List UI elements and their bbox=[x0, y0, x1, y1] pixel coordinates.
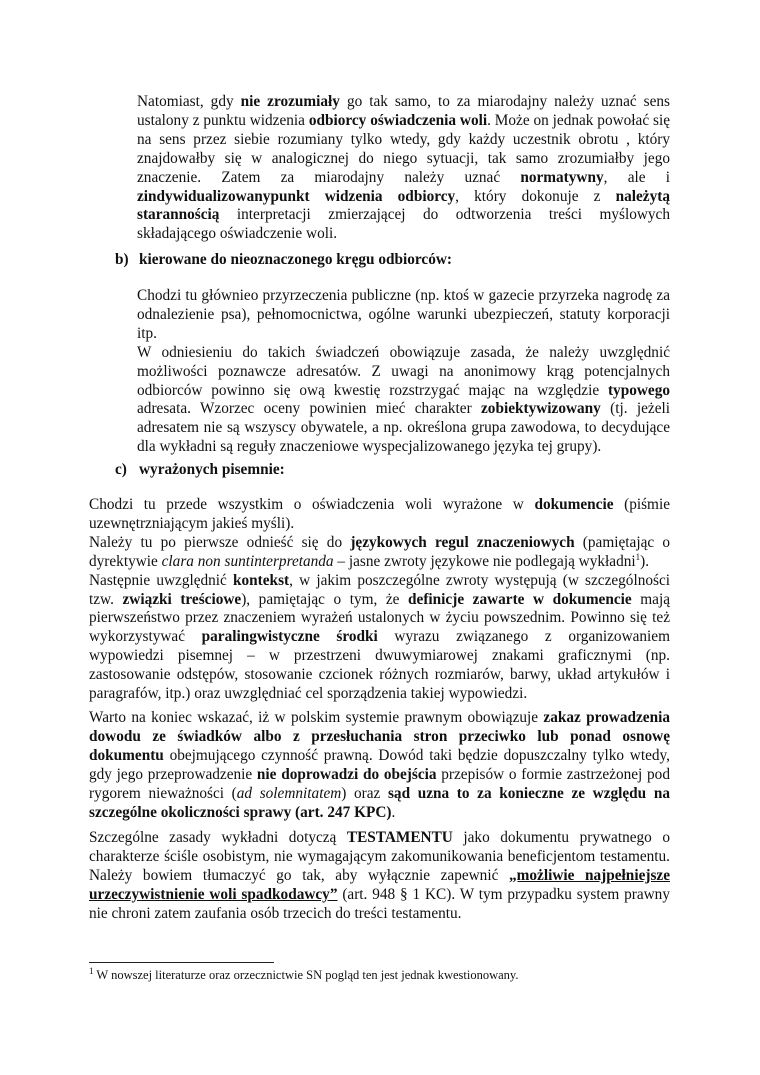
section-a-paragraph: Natomiast, gdy nie zrozumiały go tak samo, to za miarodajny należy uznać sens ustalony z punktu widzenia odbiorcy oświadczenia woli. Może on jednak powołać się na sens przez siebie rozumiany tylko wtedy, gdy każdy uczestnik obrotu , który znajdowałby się w analogicznej do niego sytuacji, tak samo zrozumiałby jego znaczenie. Zatem za miarodajny należy uznać normatywny, ale i zindywidualizowanypunkt widzenia odbiorcy, który dokonuje z należytą starannością interpretacji zmierzającej do odtworzenia treści myślowych składającego oświadczenie woli. bbox=[137, 93, 670, 243]
section-c-heading bbox=[115, 461, 285, 480]
footnote-divider bbox=[89, 962, 274, 963]
footnote bbox=[89, 965, 519, 983]
section-c-paragraph-1: Chodzi tu przede wszystkim o oświadczenia woli wyrażone w dokumencie (piśmie uzewnętrzniającym jakieś myśli). bbox=[89, 496, 670, 532]
section-c-body bbox=[89, 496, 670, 704]
section-c-title: wyrażonych pisemnie: bbox=[139, 461, 285, 478]
footnote-number: 1 bbox=[89, 965, 94, 976]
testament-paragraph: Szczególne zasady wykładni dotyczą TESTAMENTU jako dokumentu prywatnego o charakterze ściśle osobistym, nie wymagającym zakomunikowania beneficjentom testamentu. Należy bowiem tłumaczyć go tak, aby wyłącznie zapewnić „możliwie najpełniejsze urzeczywistnienie woli spadkodawcy” (art. 948 § 1 KC). W tym przypadku system prawny nie chroni zatem zaufania osób trzecich do treści testamentu. bbox=[89, 829, 671, 922]
footnote-reference: 1 bbox=[635, 551, 641, 562]
section-b-paragraph-1: Chodzi tu głównieo przyrzeczenia publiczne (np. ktoś w gazecie przyrzeka nagrodę za odnalezienie psa), pełnomocnictwa, ogólne warunki ubezpieczeń, statuty korporacji itp. bbox=[137, 287, 670, 342]
section-b-paragraph-2: W odniesieniu do takich świadczeń obowiązuje zasada, że należy uwzględnić możliwości poznawcze adresatów. Z uwagi na anonimowy krąg potencjalnych odbiorców powinno się ową kwestię rozstrzygać mając na względzie typowego adresata. Wzorzec oceny powinien mieć charakter zobiektywizowany (tj. jeżeli adresatem nie są wszyscy obywatele, a np. określona grupa zawodowa, to decydujące dla wykładni są reguły znaczeniowe wyspecjalizowanego języka tej grupy). bbox=[137, 343, 671, 456]
section-c-paragraph-2: Należy tu po pierwsze odnieść się do językowych regul znaczeniowych (pamiętając o dyrektywie clara non suntinterpretanda – jasne zwroty językowe nie podlegają wykładni$^1$). bbox=[89, 533, 671, 570]
evidence-paragraph: Warto na koniec wskazać, iż w polskim systemie prawnym obowiązuje zakaz prowadzenia dowodu ze świadków albo z przesłuchania stron przeciwko lub ponad osnowę dokumentu obejmującego czynność prawną. Dowód taki będzie dopuszczalny tylko wtedy, gdy jego przeprowadzenie nie doprowadzi do obejścia przepisów o formie zastrzeżonej pod rygorem nieważności (ad solemnitatem) oraz sąd uzna to za konieczne ze względu na szczególne okoliczności sprawy (art. 247 KPC). bbox=[89, 709, 670, 821]
section-b-body bbox=[137, 287, 670, 457]
section-c-label: c) bbox=[115, 461, 127, 478]
section-b-label: b) bbox=[115, 251, 129, 268]
footnote-text: W nowszej literaturze oraz orzecznictwie SN pogląd ten jest jednak kwestionowany. bbox=[93, 968, 519, 982]
section-b-heading bbox=[115, 251, 452, 270]
section-b-title: kierowane do nieoznaczonego kręgu odbiorców: bbox=[139, 251, 453, 268]
section-c-paragraph-3: Następnie uwzględnić kontekst, w jakim poszczególne zwroty występują (w szczególności tzw. związki treściowe), pamiętając o tym, że definicje zawarte w dokumencie mają pierwszeństwo przez znaczeniem wyrażeń ustalonych w życiu powszednim. Powinno się też wykorzystywać paralingwistyczne środki wyrazu związanego z organizowaniem wypowiedzi pisemnej – w przestrzeni dwuwymiarowej znakami graficznymi (np. zastosowanie odstępów, stosowanie czcionek różnych rozmiarów, barwy, układ artykułów i paragrafów, itp.) oraz uwzględniać cel sporządzenia takiej wypowiedzi. bbox=[89, 571, 670, 703]
